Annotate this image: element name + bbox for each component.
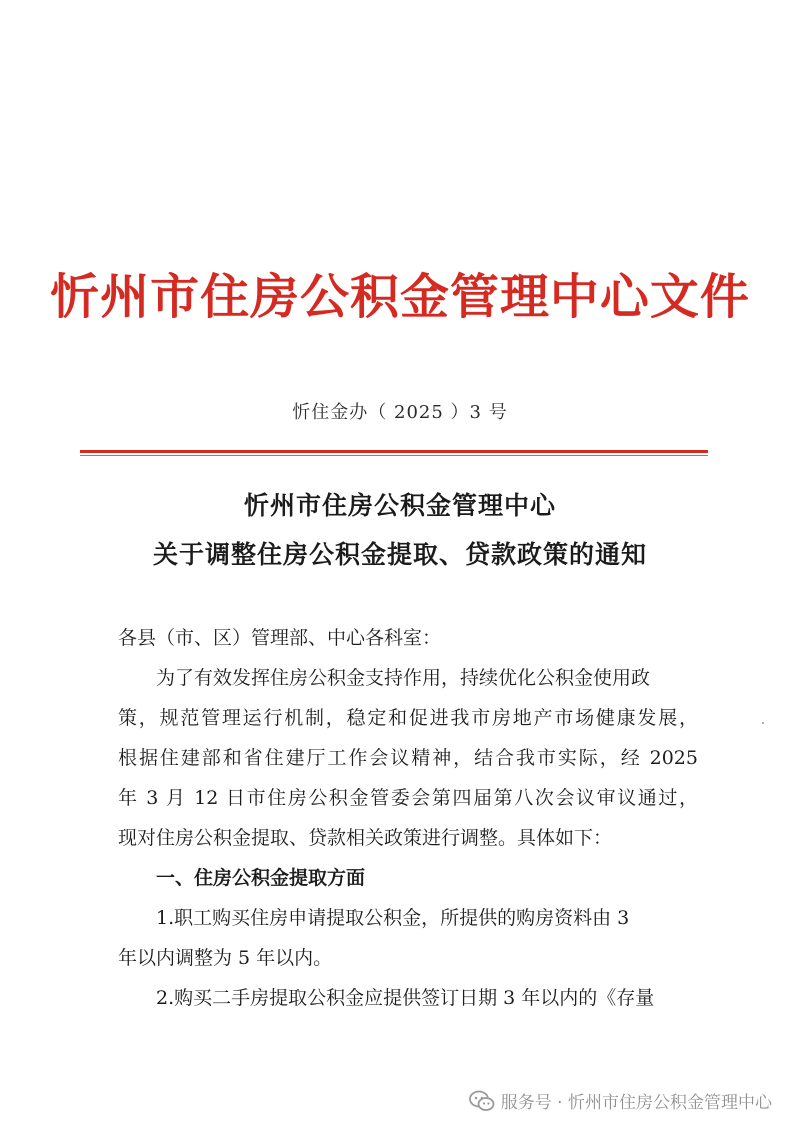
notice-title-line-1: 忻州市住房公积金管理中心 (243, 491, 556, 520)
scan-speck (762, 722, 764, 724)
red-divider-thin (80, 455, 708, 456)
intro-line: 为了有效发挥住房公积金支持作用，持续优化公积金使用政 (156, 667, 651, 689)
item-1-line: 年以内调整为 5 年以内。 (118, 947, 333, 969)
watermark-text: 服务号 · 忻州市住房公积金管理中心 (500, 1093, 772, 1113)
item-2-line: 2.购买二手房提取公积金应提供签订日期 3 年以内的《存量 (156, 987, 655, 1009)
intro-line: 策，规范管理运行机制，稳定和促进我市房地产市场健康发展， (118, 707, 698, 729)
intro-line: 年 3 月 12 日市住房公积金管委会第四届第八次会议审议通过， (118, 787, 698, 809)
document-header-title: 忻州市住房公积金管理中心文件 (50, 269, 750, 325)
notice-title-line-2: 关于调整住房公积金提取、贷款政策的通知 (152, 540, 647, 569)
section-heading-withdrawal: 一、住房公积金提取方面 (156, 867, 366, 889)
salutation: 各县（市、区）管理部、中心各科室： (118, 627, 442, 649)
item-1-line: 1.职工购买住房申请提取公积金，所提供的购房资料由 3 (156, 907, 630, 929)
wechat-official-account-icon (469, 1090, 495, 1112)
red-divider (80, 450, 708, 453)
intro-line: 现对住房公积金提取、贷款相关政策进行调整。具体如下： (118, 827, 613, 849)
intro-line: 根据住建部和省住建厅工作会议精神，结合我市实际，经 2025 (118, 747, 698, 769)
notice-body (118, 618, 698, 1018)
wechat-watermark (469, 1088, 772, 1113)
document-number: 忻住金办（ 2025 ）3 号 (292, 402, 508, 423)
